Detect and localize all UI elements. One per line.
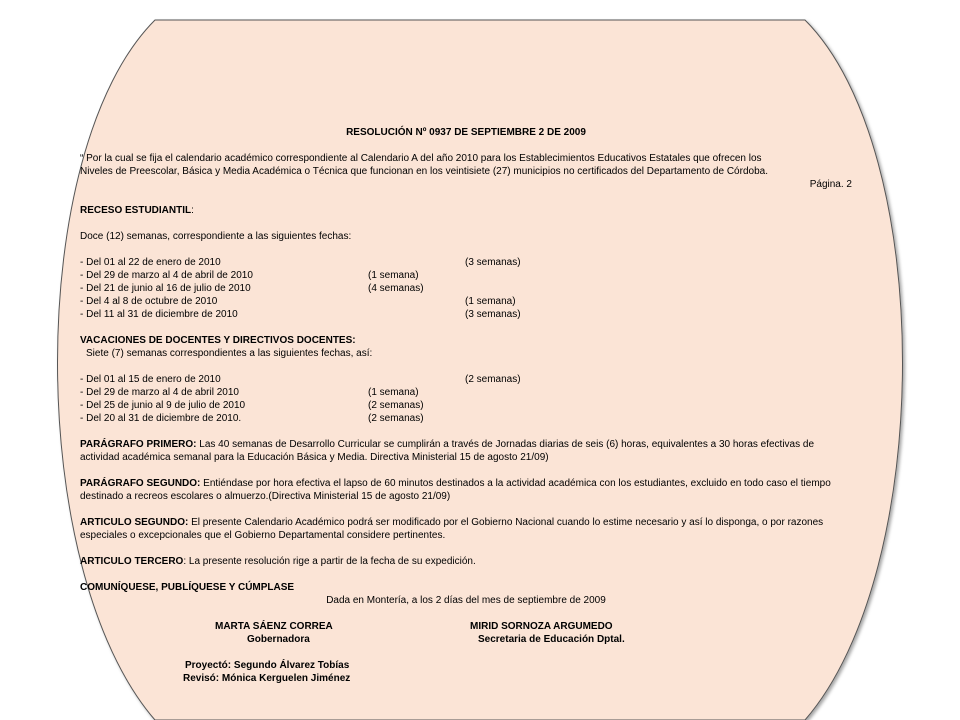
articulo-tercero-label: ARTICULO TERCERO — [80, 556, 184, 567]
articulo-segundo-text: El presente Calendario Académico podrá ser modificado por el Gobierno Nacional cuando lo estime necesario y así lo disponga, o por razones especiales o excepcionales que el Gobierno Departamental considere pertinentes. — [80, 517, 824, 541]
date-row — [80, 412, 852, 425]
signer-1-name: MARTA SÁENZ CORREA — [215, 621, 333, 632]
reviewed-by: Revisó: Mónica Kerguelen Jiménez — [183, 673, 351, 684]
weeks-count: (4 semanas) — [368, 283, 424, 294]
paragrafo-primero-label: PARÁGRAFO PRIMERO: — [80, 439, 197, 450]
page-number: Página. 2 — [809, 179, 852, 190]
projected-by: Proyectó: Segundo Álvarez Tobías — [185, 660, 350, 671]
date-row — [80, 295, 852, 308]
receso-heading-label: RECESO ESTUDIANTIL — [80, 205, 192, 216]
date-range: - Del 4 al 8 de octubre de 2010 — [80, 296, 218, 307]
receso-intro: Doce (12) semanas, correspondiente a las siguientes fechas: — [80, 231, 352, 242]
preamble-line-2: Niveles de Preescolar, Básica y Media Académica o Técnica que funcionan en los veintisiete (27) municipios no certificados del Departamento de Córdoba. — [80, 166, 768, 177]
resolution-title: RESOLUCIÓN Nº 0937 DE SEPTIEMBRE 2 DE 2009 — [346, 127, 586, 138]
vacaciones-list — [80, 373, 852, 425]
date-row — [80, 256, 852, 269]
weeks-count: (3 semanas) — [465, 309, 521, 320]
articulo-tercero-text: : La presente resolución rige a partir de la fecha de su expedición. — [183, 556, 476, 567]
vacaciones-intro: Siete (7) semanas correspondientes a las siguientes fechas, así: — [86, 348, 373, 359]
vacaciones-heading: VACACIONES DE DOCENTES Y DIRECTIVOS DOCENTES: — [80, 335, 356, 346]
weeks-count: (1 semana) — [465, 296, 516, 307]
date-row — [80, 308, 852, 321]
articulo-segundo-label: ARTICULO SEGUNDO: — [80, 517, 189, 528]
date-range: - Del 29 de marzo al 4 de abril de 2010 — [80, 270, 253, 281]
signature-roles — [80, 633, 852, 646]
date-range: - Del 25 de junio al 9 de julio de 2010 — [80, 400, 246, 411]
date-row — [80, 282, 852, 295]
articulo-tercero — [80, 555, 852, 568]
paragrafo-segundo — [80, 477, 852, 503]
weeks-count: (1 semana) — [368, 270, 419, 281]
paragrafo-segundo-text: Entiéndase por hora efectiva el lapso de 60 minutos destinados a la actividad académica con los estudiantes, excluido en todo caso el tiempo destinado a recreos escolares o almuerzo.(Directiva Ministerial 15 de agosto 21/09) — [80, 478, 831, 502]
date-range: - Del 29 de marzo al 4 de abril 2010 — [80, 387, 239, 398]
weeks-count: (2 semanas) — [465, 374, 521, 385]
date-range: - Del 11 al 31 de diciembre de 2010 — [80, 309, 238, 320]
receso-heading-suffix: : — [191, 205, 194, 216]
paragrafo-primero-text: Las 40 semanas de Desarrollo Curricular se cumplirán a través de Jornadas diarias de seis (6) horas, equivalentes a 30 horas efectivas de actividad académica semanal para la Educación Básica y Media. Directiva Ministerial 15 de agosto 21/09) — [80, 439, 815, 463]
date-row — [80, 269, 852, 282]
preamble-line-1: “ Por la cual se fija el calendario académico correspondiente al Calendario A del año 2010 para los Establecimientos Educativos Estatales que ofrecen los — [80, 153, 762, 164]
receso-heading — [80, 204, 852, 217]
signer-2-name: MIRID SORNOZA ARGUMEDO — [470, 621, 613, 632]
weeks-count: (2 semanas) — [368, 413, 424, 424]
weeks-count: (3 semanas) — [465, 257, 521, 268]
paragrafo-primero — [80, 438, 852, 464]
date-row — [80, 399, 852, 412]
weeks-count: (2 semanas) — [368, 400, 424, 411]
resolution-document — [80, 126, 852, 685]
weeks-count: (1 semana) — [368, 387, 419, 398]
date-range: - Del 01 al 22 de enero de 2010 — [80, 257, 221, 268]
signature-names — [80, 620, 852, 633]
date-row — [80, 386, 852, 399]
date-row — [80, 373, 852, 386]
date-range: - Del 20 al 31 de diciembre de 2010. — [80, 413, 242, 424]
closing-heading: COMUNÍQUESE, PUBLÍQUESE Y CÚMPLASE — [80, 582, 295, 593]
signer-2-role: Secretaria de Educación Dptal. — [478, 634, 625, 645]
paragrafo-segundo-label: PARÁGRAFO SEGUNDO: — [80, 478, 201, 489]
closing-dated: Dada en Montería, a los 2 días del mes de septiembre de 2009 — [326, 595, 606, 606]
articulo-segundo — [80, 516, 852, 542]
date-range: - Del 01 al 15 de enero de 2010 — [80, 374, 221, 385]
signer-1-role: Gobernadora — [247, 634, 310, 645]
receso-list — [80, 256, 852, 321]
date-range: - Del 21 de junio al 16 de julio de 2010 — [80, 283, 251, 294]
